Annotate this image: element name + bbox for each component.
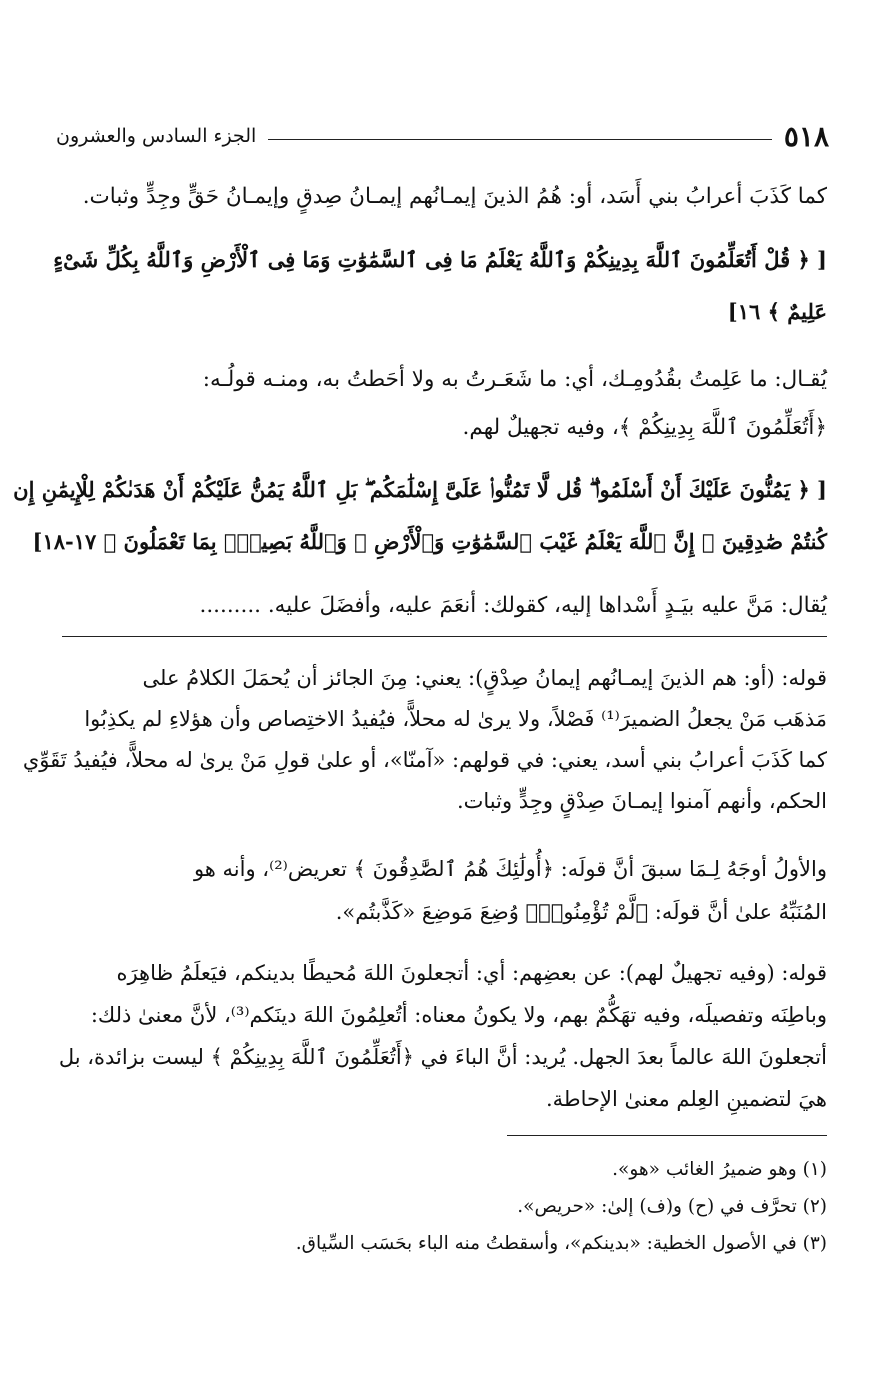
footnote: (٣) في الأصول الخطية: «بدينكم»، وأسقطتُ منه الباء بحَسَب السِّياق. [295,1233,827,1254]
section-divider [62,636,827,637]
main-text-line: ﴿أَتُعَلِّمُونَ ٱللَّهَ بِدِينِكُمْ ﴾، وفيه تجهيلٌ لهم. [462,415,827,440]
quran-verse-line: [ ﴿ قُلْ أَتُعَلِّمُونَ ٱللَّهَ بِدِينِكُمْ وَٱللَّهُ يَعْلَمُ مَا فِى ٱلسَّمَٰوَٰتِ وَمَا فِى ٱلْأَرْضِ وَٱللَّهُ بِكُلِّ شَىْءٍ [53,247,827,272]
quran-verse-line: كُنتُمْ صَٰدِقِينَ ۞ إِنَّ ٱللَّهَ يَعْلَمُ غَيْبَ ٱلسَّمَٰوَٰتِ وَٱلْأَرْضِ ۚ وَٱللَّهُ بَصِيرٌۢ بِمَا تَعْمَلُونَ ﴾ ١٧-١٨] [32,529,827,554]
footnote-divider [507,1135,827,1136]
quran-verse-line: [ ﴿ يَمُنُّونَ عَلَيْكَ أَنْ أَسْلَمُوا۟ ۖ قُل لَّا تَمُنُّوا۟ عَلَىَّ إِسْلَٰمَكُم ۖ بَلِ ٱللَّهُ يَمُنُّ عَلَيْكُمْ أَنْ هَدَىٰكُمْ لِلْإِيمَٰنِ إِن [13,477,827,502]
footnote: (١) وهو ضميرُ الغائب «هو». [612,1159,827,1180]
quran-verse-line: عَلِيمٌ ﴾ ١٦] [727,299,827,324]
main-text-line: يُقال: مَنَّ عليه بيَـدٍ أَسْداها إليه، كقولك: أنعَمَ عليه، وأفضَلَ عليه. ......... [199,593,827,618]
page-number: ٥١٨ [783,119,829,153]
commentary-line: مَذهَب مَنْ يجعلُ الضميرَ⁽¹⁾ فَصْلاً، ولا يرىٰ له محلاًّ، فيُفيدُ الاختِصاص وأن هؤلاءِ لم يكذِبُوا [84,707,827,731]
footnote: (٢) تحرَّف في (ح) و(ف) إلىٰ: «حريص». [517,1196,827,1217]
commentary-line: الحكم، وأنهم آمنوا إيمـانَ صِدْقٍ وجِدٍّ وثبات. [456,789,827,813]
main-text-line: كما كَذَبَ أعرابُ بني أَسَد، أو: هُمُ الذينَ إيمـانُهم إيمـانُ صِدقٍ وإيمـانُ حَقٍّ وجِدٍّ وثبات. [82,184,827,209]
commentary-line: وباطِنَه وتفصيلَه، وفيه تهَكُّمٌ بهم، ولا يكونُ معناه: أتُعلِمُونَ اللهَ دينَكم⁽³⁾، لأنَّ معنىٰ ذلك: [90,1003,827,1027]
commentary-line: كما كَذَبَ أعرابُ بني أسد، يعني: في قولهم: «آمنّا»، أو علىٰ قولِ مَنْ يرىٰ له محلاًّ، فيُفيدُ تَقَوِّي [22,748,827,772]
page-header [56,118,829,154]
commentary-line: هيَ لتضمينِ العِلم معنىٰ الإحاطة. [545,1087,827,1111]
running-title: الجزء السادس والعشرون [56,125,257,147]
commentary-line: أتجعلونَ اللهَ عالماً بعدَ الجهل. يُريد: أنَّ الباءَ في ﴿أَتُعَلِّمُونَ ٱللَّهَ بِدِينِكُمْ ﴾ ليست بزائدة، بل [58,1045,827,1069]
header-rule [268,139,772,140]
commentary-line: المُنَبِّهُ علىٰ أنَّ قولَه: ﴿لَّمْ تُؤْمِنُوا۟﴾ وُضِعَ مَوضِعَ «كَذَّبتُم». [335,900,827,924]
commentary-line: قوله: (وفيه تجهيلٌ لهم): عن بعضِهم: أي: أتجعلونَ اللهَ مُحيطًا بدينكم، فيَعلَمُ ظاهِرَه [116,961,827,985]
main-text-line: يُقـال: ما عَلِمتُ بقُدُومِـك، أي: ما شَعَـرتُ به ولا أحَطتُ به، ومنـه قولُـه: [202,367,827,392]
commentary-line: قوله: (أو: هم الذينَ إيمـانُهم إيمانُ صِدْقٍ): يعني: مِنَ الجائز أن يُحمَلَ الكلامُ على [142,666,827,690]
commentary-line: والأولُ أوجَهُ لِـمَا سبقَ أنَّ قولَه: ﴿أُولَٰئِكَ هُمُ ٱلصَّٰدِقُونَ ﴾ تعريض⁽²⁾، وأنه هو [193,857,827,881]
